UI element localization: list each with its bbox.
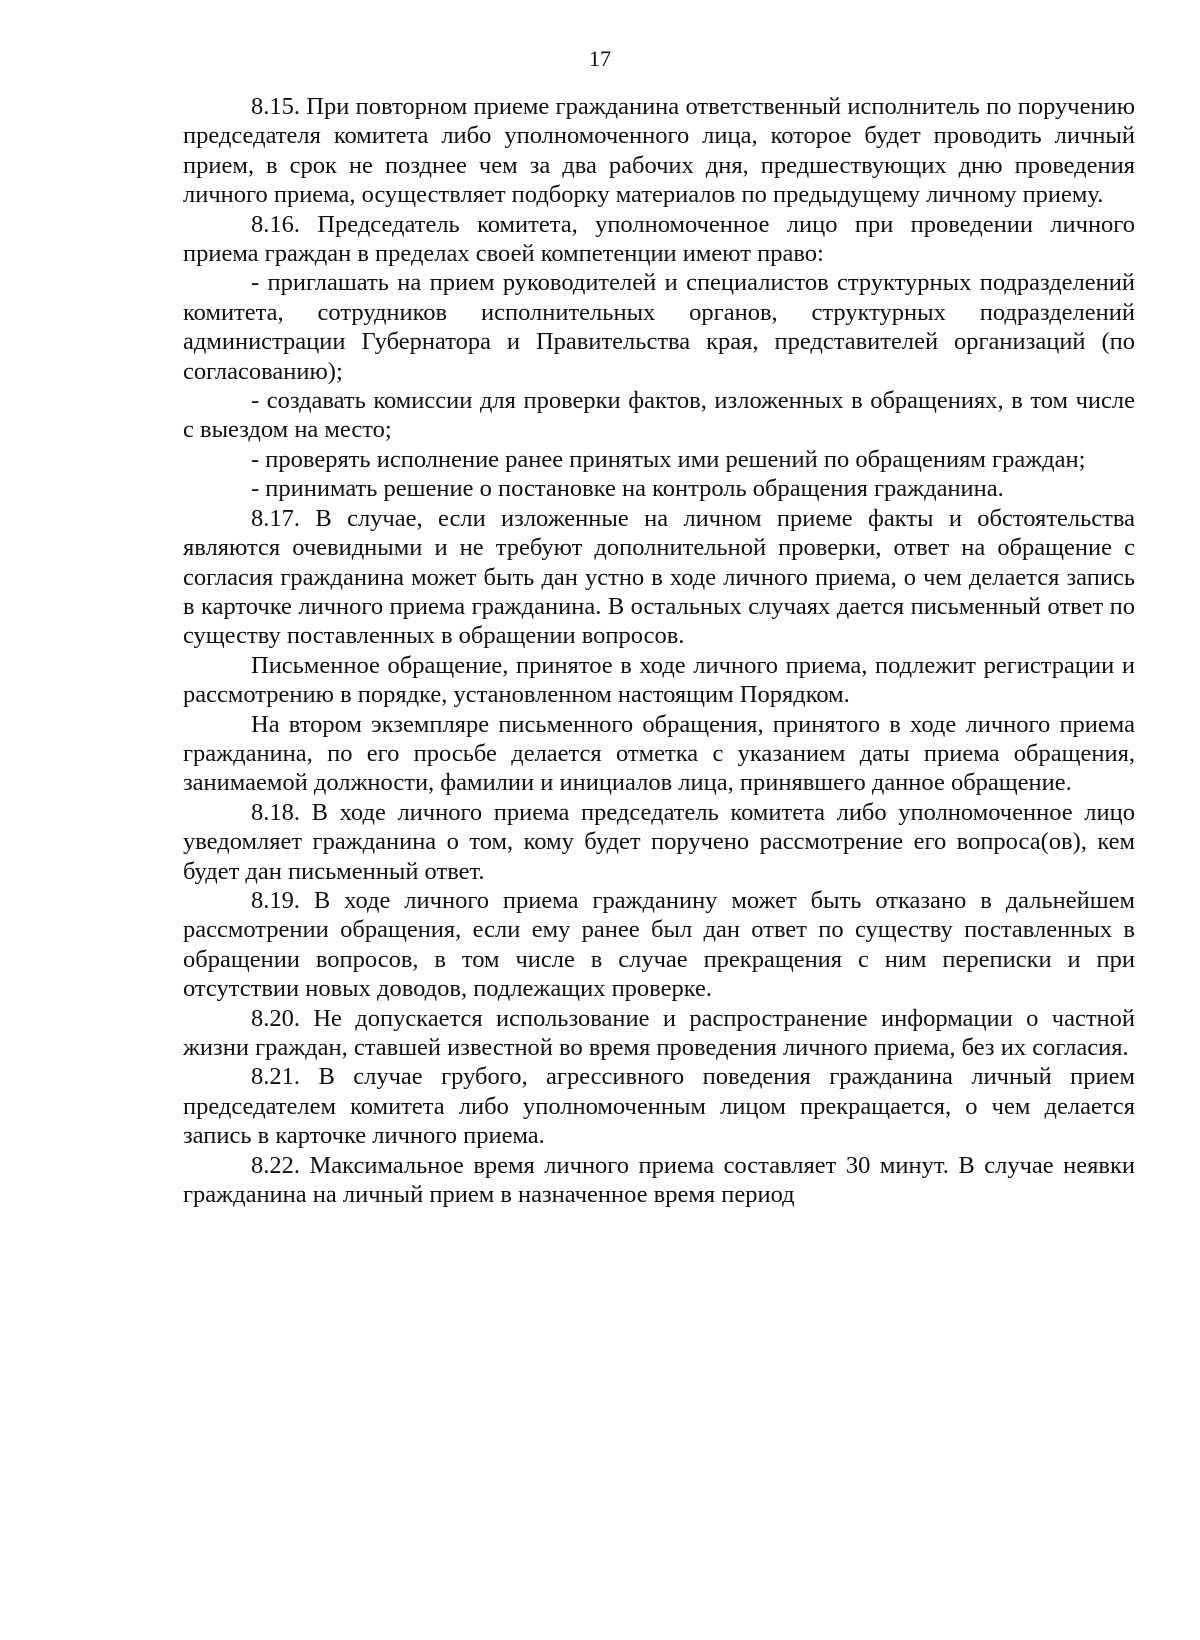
document-body — [183, 92, 1135, 1209]
paragraph-8-16: 8.16. Председатель комитета, уполномоченное лицо при проведении личного приема граждан в пределах своей компетенции имеют право: — [183, 210, 1135, 268]
paragraph-8-18: 8.18. В ходе личного приема председатель комитета либо уполномоченное лицо уведомляет гражданина о том, кому будет поручено рассмотрение его вопроса(ов), кем будет дан письменный ответ. — [183, 798, 1135, 885]
list-item-verify: - проверять исполнение ранее принятых ими решений по обращениям граждан; — [251, 445, 1086, 473]
paragraph-8-21: 8.21. В случае грубого, агрессивного поведения гражданина личный прием председателем комитета либо уполномоченным лицом прекращается, о чем делается запись в карточке личного приема. — [183, 1063, 1135, 1150]
list-item-commissions: - создавать комиссии для проверки фактов, изложенных в обращениях, в том числе с выездом на место; — [183, 387, 1135, 444]
list-item-invite: - приглашать на прием руководителей и специалистов структурных подразделений комитета, сотрудников исполнительных органов, структурных подразделений администрации Губернатора и Правительства края, представителей организаций (по согласованию); — [183, 269, 1135, 385]
paragraph-8-17: 8.17. В случае, если изложенные на личном приеме факты и обстоятельства являются очевидными и не требуют дополнительной проверки, ответ на обращение с согласия гражданина может быть дан устно в ходе личного приема, о чем делается запись в карточке личного приема гражданина. В остальных случаях дается письменный ответ по существу поставленных в обращении вопросов. — [183, 504, 1135, 650]
paragraph-8-20: 8.20. Не допускается использование и распространение информации о частной жизни граждан, ставшей известной во время проведения личного приема, без их согласия. — [183, 1004, 1135, 1061]
page-number: 17 — [589, 46, 611, 71]
paragraph-second-copy: На втором экземпляре письменного обращения, принятого в ходе личного приема гражданина, по его просьбе делается отметка с указанием даты приема обращения, занимаемой должности, фамилии и инициалов лица, принявшего данное обращение. — [183, 710, 1135, 797]
paragraph-8-19: 8.19. В ходе личного приема гражданину может быть отказано в дальнейшем рассмотрении обращения, если ему ранее был дан ответ по существу поставленных в обращении вопросов, в том числе в случае прекращения с ним переписки и при отсутствии новых доводов, подлежащих проверке. — [183, 886, 1135, 1003]
paragraph-written-appeal: Письменное обращение, принятое в ходе личного приема, подлежит регистрации и рассмотрению в порядке, установленном настоящим Порядком. — [183, 651, 1135, 709]
paragraph-8-22: 8.22. Максимальное время личного приема составляет 30 минут. В случае неявки гражданина на личный прием в назначенное время период — [183, 1151, 1135, 1209]
list-item-control: - принимать решение о постановке на контроль обращения гражданина. — [251, 475, 1004, 503]
paragraph-8-15: 8.15. При повторном приеме гражданина ответственный исполнитель по поручению председателя комитета либо уполномоченного лица, которое будет проводить личный прием, в срок не позднее чем за два рабочих дня, предшествующих дню проведения личного приема, осуществляет подборку материалов по предыдущему личному приему. — [183, 93, 1135, 209]
